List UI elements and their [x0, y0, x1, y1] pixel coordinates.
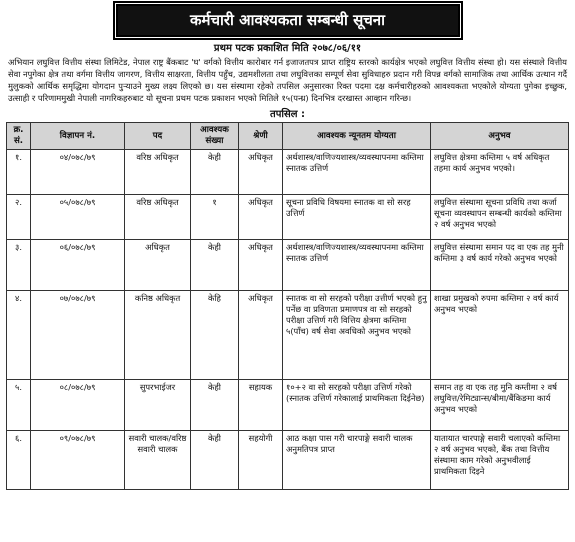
cell-qualification: स्नातक वा सो सरहको परीक्षा उत्तीर्ण भएको हुनु पर्नेछ वा प्रविणता प्रमाणपत्र वा सो सरहको परीक्षा उत्तिर्ण गरी वित्तिय क्षेत्रमा कम्तिमा ५(पाँच) वर्ष सेवा अवधिको अनुभव भएको — [283, 291, 431, 380]
table-row — [7, 431, 569, 490]
cell-count: केही — [191, 240, 239, 291]
cell-level: सहयोगी — [239, 431, 283, 490]
cell-qualification: अर्थशास्त्र/वाणिज्यशास्त्र/व्यवस्थापनमा कम्तिमा स्नातक उत्तिर्ण — [283, 240, 431, 291]
notice-title: कर्मचारी आवश्यकता सम्बन्धी सूचना — [116, 4, 460, 37]
cell-experience: शाखा प्रमुखको रुपमा कम्तिमा २ वर्ष कार्य अनुभव भएको — [431, 291, 569, 380]
cell-qualification: १०+२ वा सो सरहको परीक्षा उत्तिर्ण गरेको (स्नातक उत्तिर्ण गरेकालाई प्राथमिकता दिईनेछ) — [283, 380, 431, 431]
cell-sn: २. — [7, 195, 31, 240]
cell-sn: १. — [7, 150, 31, 195]
cell-experience: लघुवित्त संस्थामा सूचना प्रविधि तथा कर्जा सूचना व्यवस्थापन सम्बन्धी कार्यको कम्तिमा २ वर्ष अनुभव भएको — [431, 195, 569, 240]
cell-qualification: अर्थशास्त्र/वाणिज्यशास्त्र/व्यवस्थापनमा कम्तिमा स्नातक उत्तिर्ण — [283, 150, 431, 195]
cell-experience: लघुवित्त क्षेत्रमा कम्तिमा ५ वर्ष अधिकृत तहमा कार्य अनुभव भएको। — [431, 150, 569, 195]
cell-post: वरिष्ठ अधिकृत — [125, 195, 191, 240]
cell-sn: ५. — [7, 380, 31, 431]
intro-paragraph: अभियान लघुवित्त वित्तीय संस्था लिमिटेड, नेपाल राष्ट्र बैंकबाट 'घ' वर्गको वित्तीय कारोबार गर्न इजाजतपत्र प्राप्त राष्ट्रिय स्तरको कार्यक्षेत्र भएको लघुवित्त वित्तीय संस्था हो। यस संस्थाले वित्तीय सेवा नपुगेका क्षेत्र तथा वर्गमा वित्तीय जागरण, वित्तीय साक्षरता, वित्तीय पहुँच, उद्यमशीलता तथा लघुवित्तका सम्पूर्ण सेवा सुविधाहरु प्रदान गरी विपन्न वर्गको सामाजिक तथा आर्थिक उत्थान गर्दै मुलुकको आर्थिक समृद्धिमा योगदान पुऱ्याउने मुख्य लक्ष्य लिएको छ। यस संस्थामा रहेको तपसिल अनुसारका रिक्त पदमा दक्ष कर्मचारीहरुको आवश्यकता भएकोले योग्यता पुगेका इच्छुक, उत्साही र परिणाममुखी नेपाली नागरिकहरुबाट यो सूचना प्रथम पटक प्रकाशन भएको मितिले १५(पन्ध्र) दिनभित्र दरखास्त आव्हान गरिन्छ। — [8, 57, 568, 103]
cell-sn: ३. — [7, 240, 31, 291]
cell-ad-no: ०४/०७८/७९ — [31, 150, 125, 195]
cell-level: अधिकृत — [239, 195, 283, 240]
cell-ad-no: ०५/०७८/७९ — [31, 195, 125, 240]
cell-level: सहायक — [239, 380, 283, 431]
cell-post: सुपरभाईजर — [125, 380, 191, 431]
cell-count: केही — [191, 431, 239, 490]
cell-post: अधिकृत — [125, 240, 191, 291]
cell-ad-no: ०६/०७८/७९ — [31, 240, 125, 291]
cell-ad-no: ०७/०७८/७९ — [31, 291, 125, 380]
cell-count: १ — [191, 195, 239, 240]
cell-qualification: सूचना प्रविधि विषयमा स्नातक वा सो सरह उत्तिर्ण — [283, 195, 431, 240]
cell-post: सवारी चालक/वरिष्ठ सवारी चालक — [125, 431, 191, 490]
table-row — [7, 240, 569, 291]
cell-ad-no: ०८/०७८/७९ — [31, 380, 125, 431]
cell-qualification: आठ कक्षा पास गरी चारपाङ्गे सवारी चालक अनुमतिपत्र प्राप्त — [283, 431, 431, 490]
cell-count: केही — [191, 150, 239, 195]
cell-sn: ६. — [7, 431, 31, 490]
publication-date: प्रथम पटक प्रकाशित मिति २०७८/०६/११ — [213, 43, 362, 54]
header-sn: क्र. सं. — [7, 123, 31, 150]
cell-experience: समान तह वा एक तह मुनि कम्तीमा २ वर्ष लघुवित्त/रेमिट्यान्स/बीमा/बैंकिङमा कार्य अनुभव भएको — [431, 380, 569, 431]
details-label: तपसिल : — [270, 109, 305, 120]
cell-count: केहि — [191, 291, 239, 380]
vacancy-table — [6, 122, 569, 490]
cell-post: वरिष्ठ अधिकृत — [125, 150, 191, 195]
header-post: पद — [125, 123, 191, 150]
header-level: श्रेणी — [239, 123, 283, 150]
header-ad-no: विज्ञापन नं. — [31, 123, 125, 150]
cell-experience: लघुवित्त संस्थामा समान पद वा एक तह मुनी कम्तिमा ३ वर्ष कार्य गरेको अनुभव भएको — [431, 240, 569, 291]
cell-sn: ४. — [7, 291, 31, 380]
header-experience: अनुभव — [431, 123, 569, 150]
cell-experience: यातायात चारपाङ्गे सवारी चलाएको कम्तिमा २ वर्ष अनुभव भएको, बैंक तथा वित्तीय संस्थामा काम गरेको अनुभवीलाई प्राथमिकता दिइने — [431, 431, 569, 490]
cell-level: अधिकृत — [239, 291, 283, 380]
cell-ad-no: ०९/०७८/७९ — [31, 431, 125, 490]
table-row — [7, 150, 569, 195]
cell-level: अधिकृत — [239, 150, 283, 195]
cell-level: अधिकृत — [239, 240, 283, 291]
header-count: आवश्यक संख्या — [191, 123, 239, 150]
table-header-row — [7, 123, 569, 150]
header-qualification: आवश्यक न्यूनतम योग्यता — [283, 123, 431, 150]
cell-post: कनिष्ठ अधिकृत — [125, 291, 191, 380]
table-row — [7, 380, 569, 431]
cell-count: केही — [191, 380, 239, 431]
table-row — [7, 195, 569, 240]
table-row — [7, 291, 569, 380]
